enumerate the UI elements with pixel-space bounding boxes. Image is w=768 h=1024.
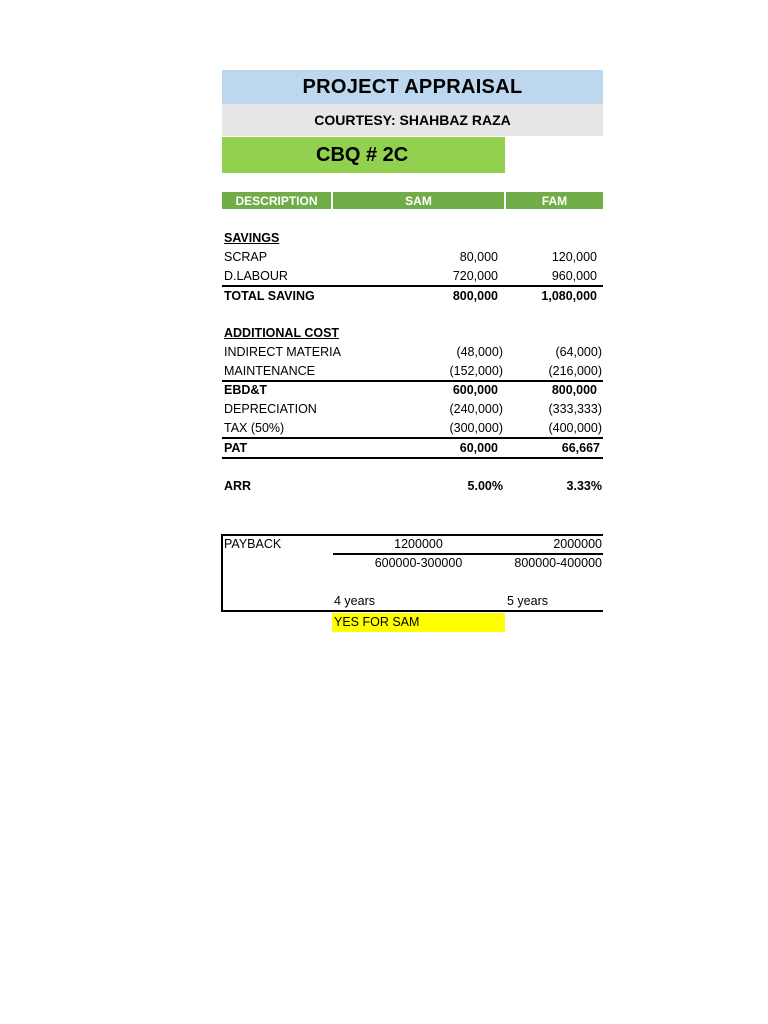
page-title: PROJECT APPRAISAL [222, 70, 603, 104]
pat-bottom-divider [222, 457, 603, 459]
depreciation-fam-value: (333,333) [548, 402, 602, 416]
scrap-sam-value: 80,000 [459, 250, 498, 264]
maintenance-sam-value: (152,000) [449, 364, 503, 378]
savings-heading: SAVINGS [224, 231, 280, 245]
indirect-material-fam-value: (64,000) [555, 345, 602, 359]
arr-fam-value: 3.33% [566, 479, 602, 493]
payback-fam-denominator: 800000-400000 [514, 556, 602, 570]
additional-cost-heading: ADDITIONAL COST [224, 326, 340, 340]
column-header-sam: SAM [333, 192, 504, 209]
ebdt-label: EBD&T [224, 383, 268, 397]
payback-fam-numerator: 2000000 [553, 537, 602, 551]
total-saving-fam-value: 1,080,000 [541, 289, 597, 303]
maintenance-fam-value: (216,000) [548, 364, 602, 378]
labour-label: D.LABOUR [224, 269, 288, 283]
indirect-material-label: INDIRECT MATERIA [224, 345, 341, 359]
tax-fam-value: (400,000) [548, 421, 602, 435]
arr-label: ARR [224, 479, 252, 493]
payback-label: PAYBACK [224, 537, 282, 551]
payback-fam-result: 5 years [507, 594, 548, 608]
pat-label: PAT [224, 441, 248, 455]
pat-fam-value: 66,667 [561, 441, 600, 455]
total-saving-label: TOTAL SAVING [224, 289, 315, 303]
courtesy-line: COURTESY: SHAHBAZ RAZA [222, 104, 603, 136]
depreciation-label: DEPRECIATION [224, 402, 317, 416]
ebdt-sam-value: 600,000 [452, 383, 498, 397]
payback-sam-numerator: 1200000 [394, 537, 443, 551]
arr-sam-value: 5.00% [467, 479, 503, 493]
total-saving-sam-value: 800,000 [452, 289, 498, 303]
column-header-description: DESCRIPTION [222, 192, 331, 209]
labour-fam-value: 960,000 [551, 269, 597, 283]
payback-conclusion-highlight: YES FOR SAM [332, 613, 505, 632]
question-label: CBQ # 2C [222, 137, 505, 173]
ebdt-fam-value: 800,000 [551, 383, 597, 397]
labour-sam-value: 720,000 [452, 269, 498, 283]
tax-sam-value: (300,000) [449, 421, 503, 435]
indirect-material-sam-value: (48,000) [456, 345, 503, 359]
payback-sam-denominator: 600000-300000 [374, 556, 463, 570]
scrap-fam-value: 120,000 [551, 250, 597, 264]
depreciation-sam-value: (240,000) [449, 402, 503, 416]
tax-label: TAX (50%) [224, 421, 285, 435]
column-header-fam: FAM [506, 192, 603, 209]
pat-sam-value: 60,000 [459, 441, 498, 455]
payback-sam-result: 4 years [334, 594, 375, 608]
scrap-label: SCRAP [224, 250, 268, 264]
maintenance-label: MAINTENANCE [224, 364, 315, 378]
